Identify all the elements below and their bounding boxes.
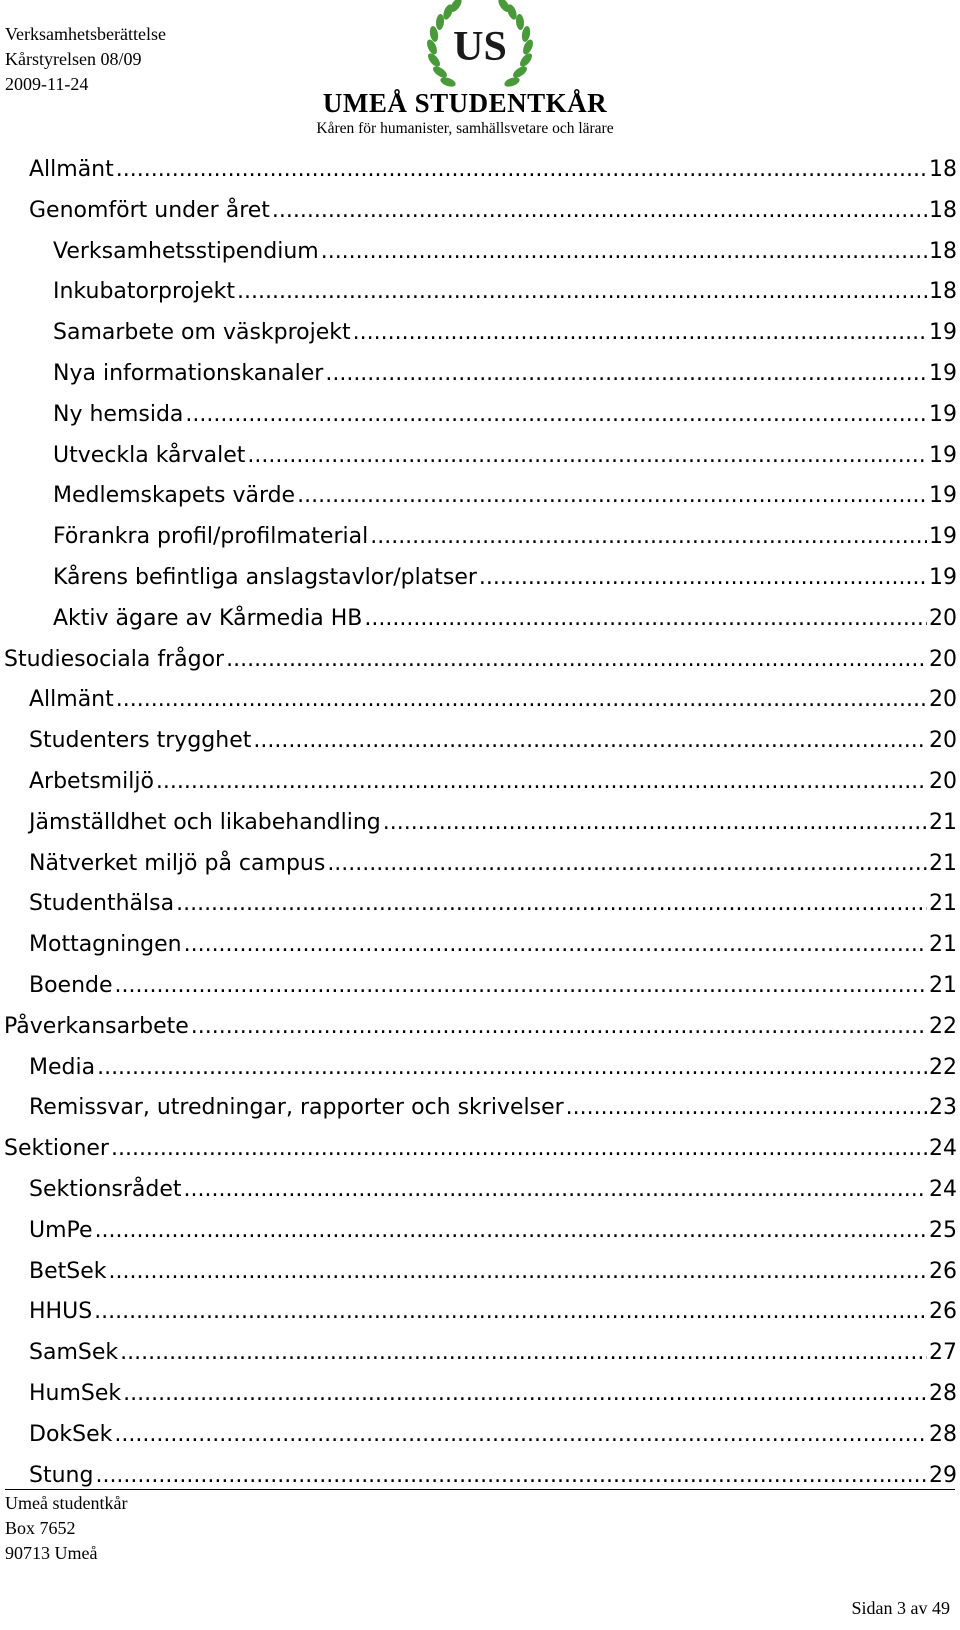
toc-entry-title: Nätverket miljö på campus <box>29 850 326 876</box>
toc-entry-title: Samarbete om väskprojekt <box>53 320 351 346</box>
toc-entry[interactable] <box>4 646 957 686</box>
toc-entry-page: 29 <box>929 1462 957 1488</box>
toc-entry-title: Boende <box>29 973 113 998</box>
toc-dot-leader <box>116 686 927 714</box>
organization-logo <box>300 0 660 140</box>
toc-dot-leader <box>111 1135 927 1163</box>
toc-entry-title: DokSek <box>29 1421 113 1447</box>
toc-entry-title: Påverkansarbete <box>4 1013 189 1039</box>
toc-dot-leader <box>370 523 927 551</box>
toc-entry[interactable] <box>29 156 957 196</box>
toc-entry-page: 21 <box>929 809 957 835</box>
footer-address-line2: 90713 Umeå <box>5 1543 98 1563</box>
organization-name: UMEÅ STUDENTKÅR <box>322 88 608 118</box>
toc-entry-title: Sektioner <box>4 1136 109 1162</box>
toc-entry-page: 27 <box>929 1340 957 1366</box>
toc-dot-leader <box>353 319 927 347</box>
toc-dot-leader <box>253 727 927 755</box>
toc-dot-leader <box>364 605 927 633</box>
laurel-monogram-icon <box>410 0 550 92</box>
toc-entry-title: Studenthälsa <box>29 891 175 917</box>
footer-divider <box>5 1489 955 1490</box>
toc-entry-page: 23 <box>929 1095 957 1121</box>
toc-entry[interactable] <box>29 890 957 930</box>
toc-entry-page: 19 <box>929 483 957 509</box>
toc-dot-leader <box>184 931 927 959</box>
toc-dot-leader <box>226 646 927 674</box>
toc-entry-page: 22 <box>929 1054 957 1080</box>
toc-entry-title: Medlemskapets värde <box>53 483 296 509</box>
toc-entry[interactable] <box>29 1054 957 1094</box>
toc-entry-page: 28 <box>929 1381 957 1406</box>
toc-dot-leader <box>97 1054 927 1082</box>
toc-entry-page: 20 <box>929 605 957 631</box>
page-number: Sidan 3 av 49 <box>851 1598 950 1618</box>
toc-dot-leader <box>185 401 927 429</box>
toc-entry-page: 19 <box>929 401 957 427</box>
toc-dot-leader <box>115 972 927 1000</box>
toc-entry-page: 22 <box>929 1013 957 1039</box>
toc-entry-page: 25 <box>929 1217 957 1243</box>
toc-dot-leader <box>321 238 927 266</box>
toc-entry[interactable] <box>29 727 957 767</box>
toc-entry-title: Jämställdhet och likabehandling <box>29 809 381 835</box>
toc-entry-page: 26 <box>929 1299 957 1325</box>
toc-entry-page: 24 <box>929 1136 957 1162</box>
toc-entry[interactable] <box>29 768 957 808</box>
toc-dot-leader <box>191 1013 927 1041</box>
document-header <box>5 22 166 97</box>
toc-entry-title: Ny hemsida <box>53 401 184 427</box>
toc-dot-leader <box>327 850 927 878</box>
organization-tagline: Kåren för humanister, samhällsvetare och lärare <box>316 120 614 137</box>
toc-entry-title: Nya informationskanaler <box>53 361 324 386</box>
toc-entry-page: 19 <box>929 565 957 590</box>
toc-entry-title: Arbetsmiljö <box>29 769 154 794</box>
toc-entry-title: Utveckla kårvalet <box>53 442 246 468</box>
toc-dot-leader <box>120 1339 927 1367</box>
toc-entry-page: 19 <box>929 320 957 346</box>
toc-entry[interactable] <box>29 1462 957 1502</box>
toc-entry[interactable] <box>29 1421 957 1461</box>
toc-entry-title: Stung <box>29 1462 94 1488</box>
toc-entry-title: Verksamhetsstipendium <box>53 238 319 264</box>
toc-entry[interactable] <box>29 972 957 1012</box>
toc-entry-page: 21 <box>929 932 957 958</box>
toc-entry[interactable] <box>29 809 957 849</box>
toc-entry-page: 20 <box>929 728 957 754</box>
toc-dot-leader <box>123 1380 927 1408</box>
toc-entry-title: Studenters trygghet <box>29 728 252 754</box>
toc-entry-title: Mottagningen <box>29 932 182 958</box>
toc-entry-page: 28 <box>929 1421 957 1447</box>
toc-entry-page: 21 <box>929 850 957 876</box>
svg-text:US: US <box>453 24 507 70</box>
toc-entry-page: 26 <box>929 1258 957 1284</box>
toc-entry[interactable] <box>29 1176 957 1216</box>
toc-entry[interactable] <box>29 1217 957 1257</box>
toc-entry-title: Aktiv ägare av Kårmedia HB <box>53 605 363 631</box>
toc-entry-title: Genomfört under året <box>29 197 270 223</box>
toc-dot-leader <box>325 360 927 388</box>
toc-dot-leader <box>95 1217 927 1245</box>
toc-entry-title: UmPe <box>29 1217 93 1243</box>
toc-entry-title: Kårens befintliga anslagstavlor/platser <box>53 565 477 590</box>
toc-dot-leader <box>114 1421 927 1449</box>
toc-entry[interactable] <box>53 523 957 563</box>
toc-entry[interactable] <box>4 1135 957 1175</box>
toc-entry[interactable] <box>53 360 957 400</box>
toc-entry-title: Media <box>29 1054 96 1080</box>
document-author: Kårstyrelsen 08/09 <box>5 49 142 69</box>
toc-dot-leader <box>109 1258 928 1286</box>
toc-entry-title: Remissvar, utredningar, rapporter och skrivelser <box>29 1095 564 1121</box>
toc-dot-leader <box>566 1094 927 1122</box>
toc-dot-leader <box>94 1298 927 1326</box>
toc-entry[interactable] <box>4 1013 957 1053</box>
toc-dot-leader <box>156 768 927 796</box>
footer-address-line1: Box 7652 <box>5 1518 76 1538</box>
toc-dot-leader <box>237 278 927 306</box>
toc-dot-leader <box>247 442 927 470</box>
toc-entry[interactable] <box>53 442 957 482</box>
toc-entry-title: Sektionsrådet <box>29 1177 182 1202</box>
toc-entry[interactable] <box>29 850 957 890</box>
toc-entry[interactable] <box>29 931 957 971</box>
toc-entry[interactable] <box>29 1094 957 1134</box>
toc-dot-leader <box>176 890 927 918</box>
toc-entry-page: 19 <box>929 524 957 550</box>
toc-entry[interactable] <box>53 401 957 441</box>
toc-entry[interactable] <box>53 564 957 604</box>
document-date: 2009-11-24 <box>5 74 89 94</box>
toc-entry-title: Studiesociala frågor <box>4 646 225 672</box>
toc-entry-page: 18 <box>929 157 957 182</box>
toc-entry-title: Förankra profil/profilmaterial <box>53 524 369 550</box>
toc-entry-title: BetSek <box>29 1258 107 1284</box>
toc-entry-page: 18 <box>929 279 957 305</box>
toc-dot-leader <box>297 482 927 510</box>
toc-entry-title: HHUS <box>29 1299 93 1325</box>
toc-entry-page: 20 <box>929 769 957 794</box>
toc-entry-title: Allmänt <box>29 687 114 713</box>
toc-entry-page: 18 <box>929 238 957 264</box>
toc-entry[interactable] <box>29 1339 957 1379</box>
toc-entry-page: 19 <box>929 361 957 386</box>
toc-dot-leader <box>116 156 927 184</box>
toc-dot-leader <box>383 809 927 837</box>
toc-entry[interactable] <box>29 1298 957 1338</box>
toc-entry[interactable] <box>53 238 957 278</box>
toc-dot-leader <box>184 1176 928 1204</box>
footer-address <box>5 1491 127 1566</box>
toc-entry-title: Allmänt <box>29 157 114 182</box>
toc-entry[interactable] <box>53 482 957 522</box>
toc-entry-page: 24 <box>929 1177 957 1202</box>
toc-entry[interactable] <box>53 605 957 645</box>
toc-dot-leader <box>95 1462 927 1490</box>
toc-entry-page: 19 <box>929 442 957 468</box>
toc-entry[interactable] <box>29 1258 957 1298</box>
toc-dot-leader <box>272 197 927 225</box>
toc-entry-page: 20 <box>929 687 957 713</box>
toc-entry[interactable] <box>53 278 957 318</box>
toc-entry-title: HumSek <box>29 1381 122 1406</box>
toc-entry-page: 20 <box>929 646 957 672</box>
toc-entry-title: SamSek <box>29 1340 119 1366</box>
toc-entry-page: 21 <box>929 973 957 998</box>
toc-entry[interactable] <box>29 197 957 237</box>
toc-entry-page: 21 <box>929 891 957 917</box>
footer-org-name: Umeå studentkår <box>5 1493 128 1513</box>
toc-dot-leader <box>479 564 927 592</box>
toc-entry[interactable] <box>29 686 957 726</box>
document-title: Verksamhetsberättelse <box>5 24 166 44</box>
toc-entry-title: Inkubatorprojekt <box>53 279 236 305</box>
toc-entry-page: 18 <box>929 197 957 223</box>
toc-entry[interactable] <box>53 319 957 359</box>
toc-entry[interactable] <box>29 1380 957 1420</box>
